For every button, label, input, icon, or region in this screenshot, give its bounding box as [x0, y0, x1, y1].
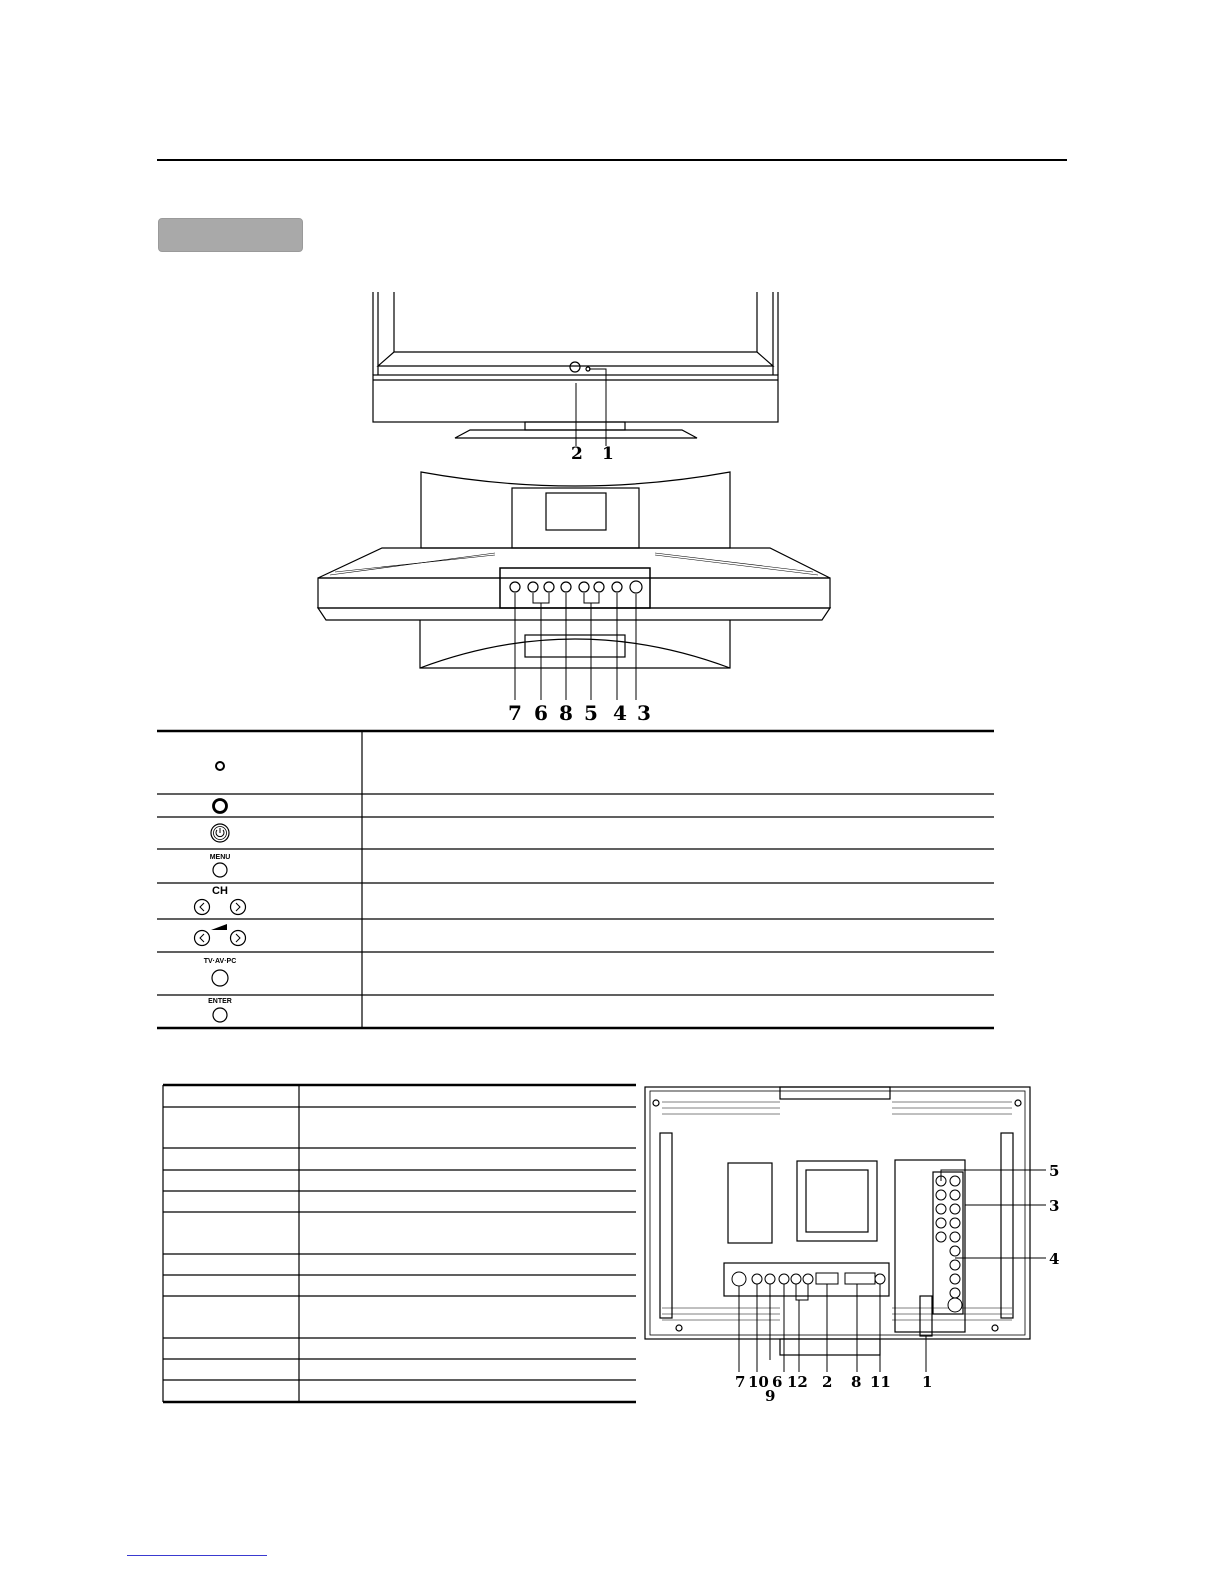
- tv-back-view: [645, 1087, 1030, 1355]
- enter-button-label: ENTER: [208, 998, 232, 1005]
- ir-sensor-icon: [214, 800, 227, 813]
- source-button-icon: [204, 958, 237, 986]
- top-callout-5: 5: [584, 701, 598, 725]
- volume-buttons-icon: [195, 924, 246, 946]
- back-callout-9: 9: [765, 1387, 776, 1405]
- top-callout-3: 3: [637, 701, 651, 725]
- back-callout-8: 8: [851, 1373, 862, 1391]
- top-buttons: [510, 581, 642, 593]
- back-callout-4: 4: [1049, 1250, 1060, 1268]
- source-button-label: TV·AV·PC: [203, 958, 237, 965]
- top-grille: [330, 553, 818, 575]
- back-callout-6: 6: [772, 1373, 783, 1391]
- back-callout-10: 10: [748, 1373, 769, 1391]
- menu-button-label: MENU: [209, 854, 231, 861]
- top-callout-4: 4: [613, 701, 627, 725]
- back-callout-2: 2: [822, 1373, 833, 1391]
- top-callout-lines: [515, 593, 636, 700]
- enter-button-icon: [208, 998, 232, 1022]
- front-callout-2: 2: [571, 444, 583, 464]
- bottom-jack-panel: [732, 1272, 885, 1286]
- side-jack-panel: [936, 1176, 962, 1312]
- back-callout-7: 7: [735, 1373, 746, 1391]
- back-callout-12: 12: [787, 1373, 808, 1391]
- tv-top-view: [318, 472, 830, 668]
- top-callout-8: 8: [559, 701, 573, 725]
- power-button-icon: [211, 824, 229, 842]
- channel-buttons-icon: [195, 885, 246, 915]
- back-callout-lines: [739, 1170, 1046, 1372]
- led-indicator-icon: [216, 762, 224, 770]
- channel-buttons-label: CH: [212, 885, 228, 897]
- front-callout-1: 1: [602, 444, 614, 464]
- footer-link-underline[interactable]: [127, 1555, 267, 1556]
- back-callout-11: 11: [870, 1373, 891, 1391]
- top-callout-6: 6: [534, 701, 548, 725]
- menu-button-icon: [210, 854, 231, 877]
- back-callout-5: 5: [1049, 1162, 1060, 1180]
- back-callout-1: 1: [922, 1373, 933, 1391]
- back-callout-3: 3: [1049, 1197, 1060, 1215]
- top-callout-7: 7: [508, 701, 522, 725]
- controls-table: [157, 731, 994, 1028]
- connections-table: [163, 1085, 636, 1402]
